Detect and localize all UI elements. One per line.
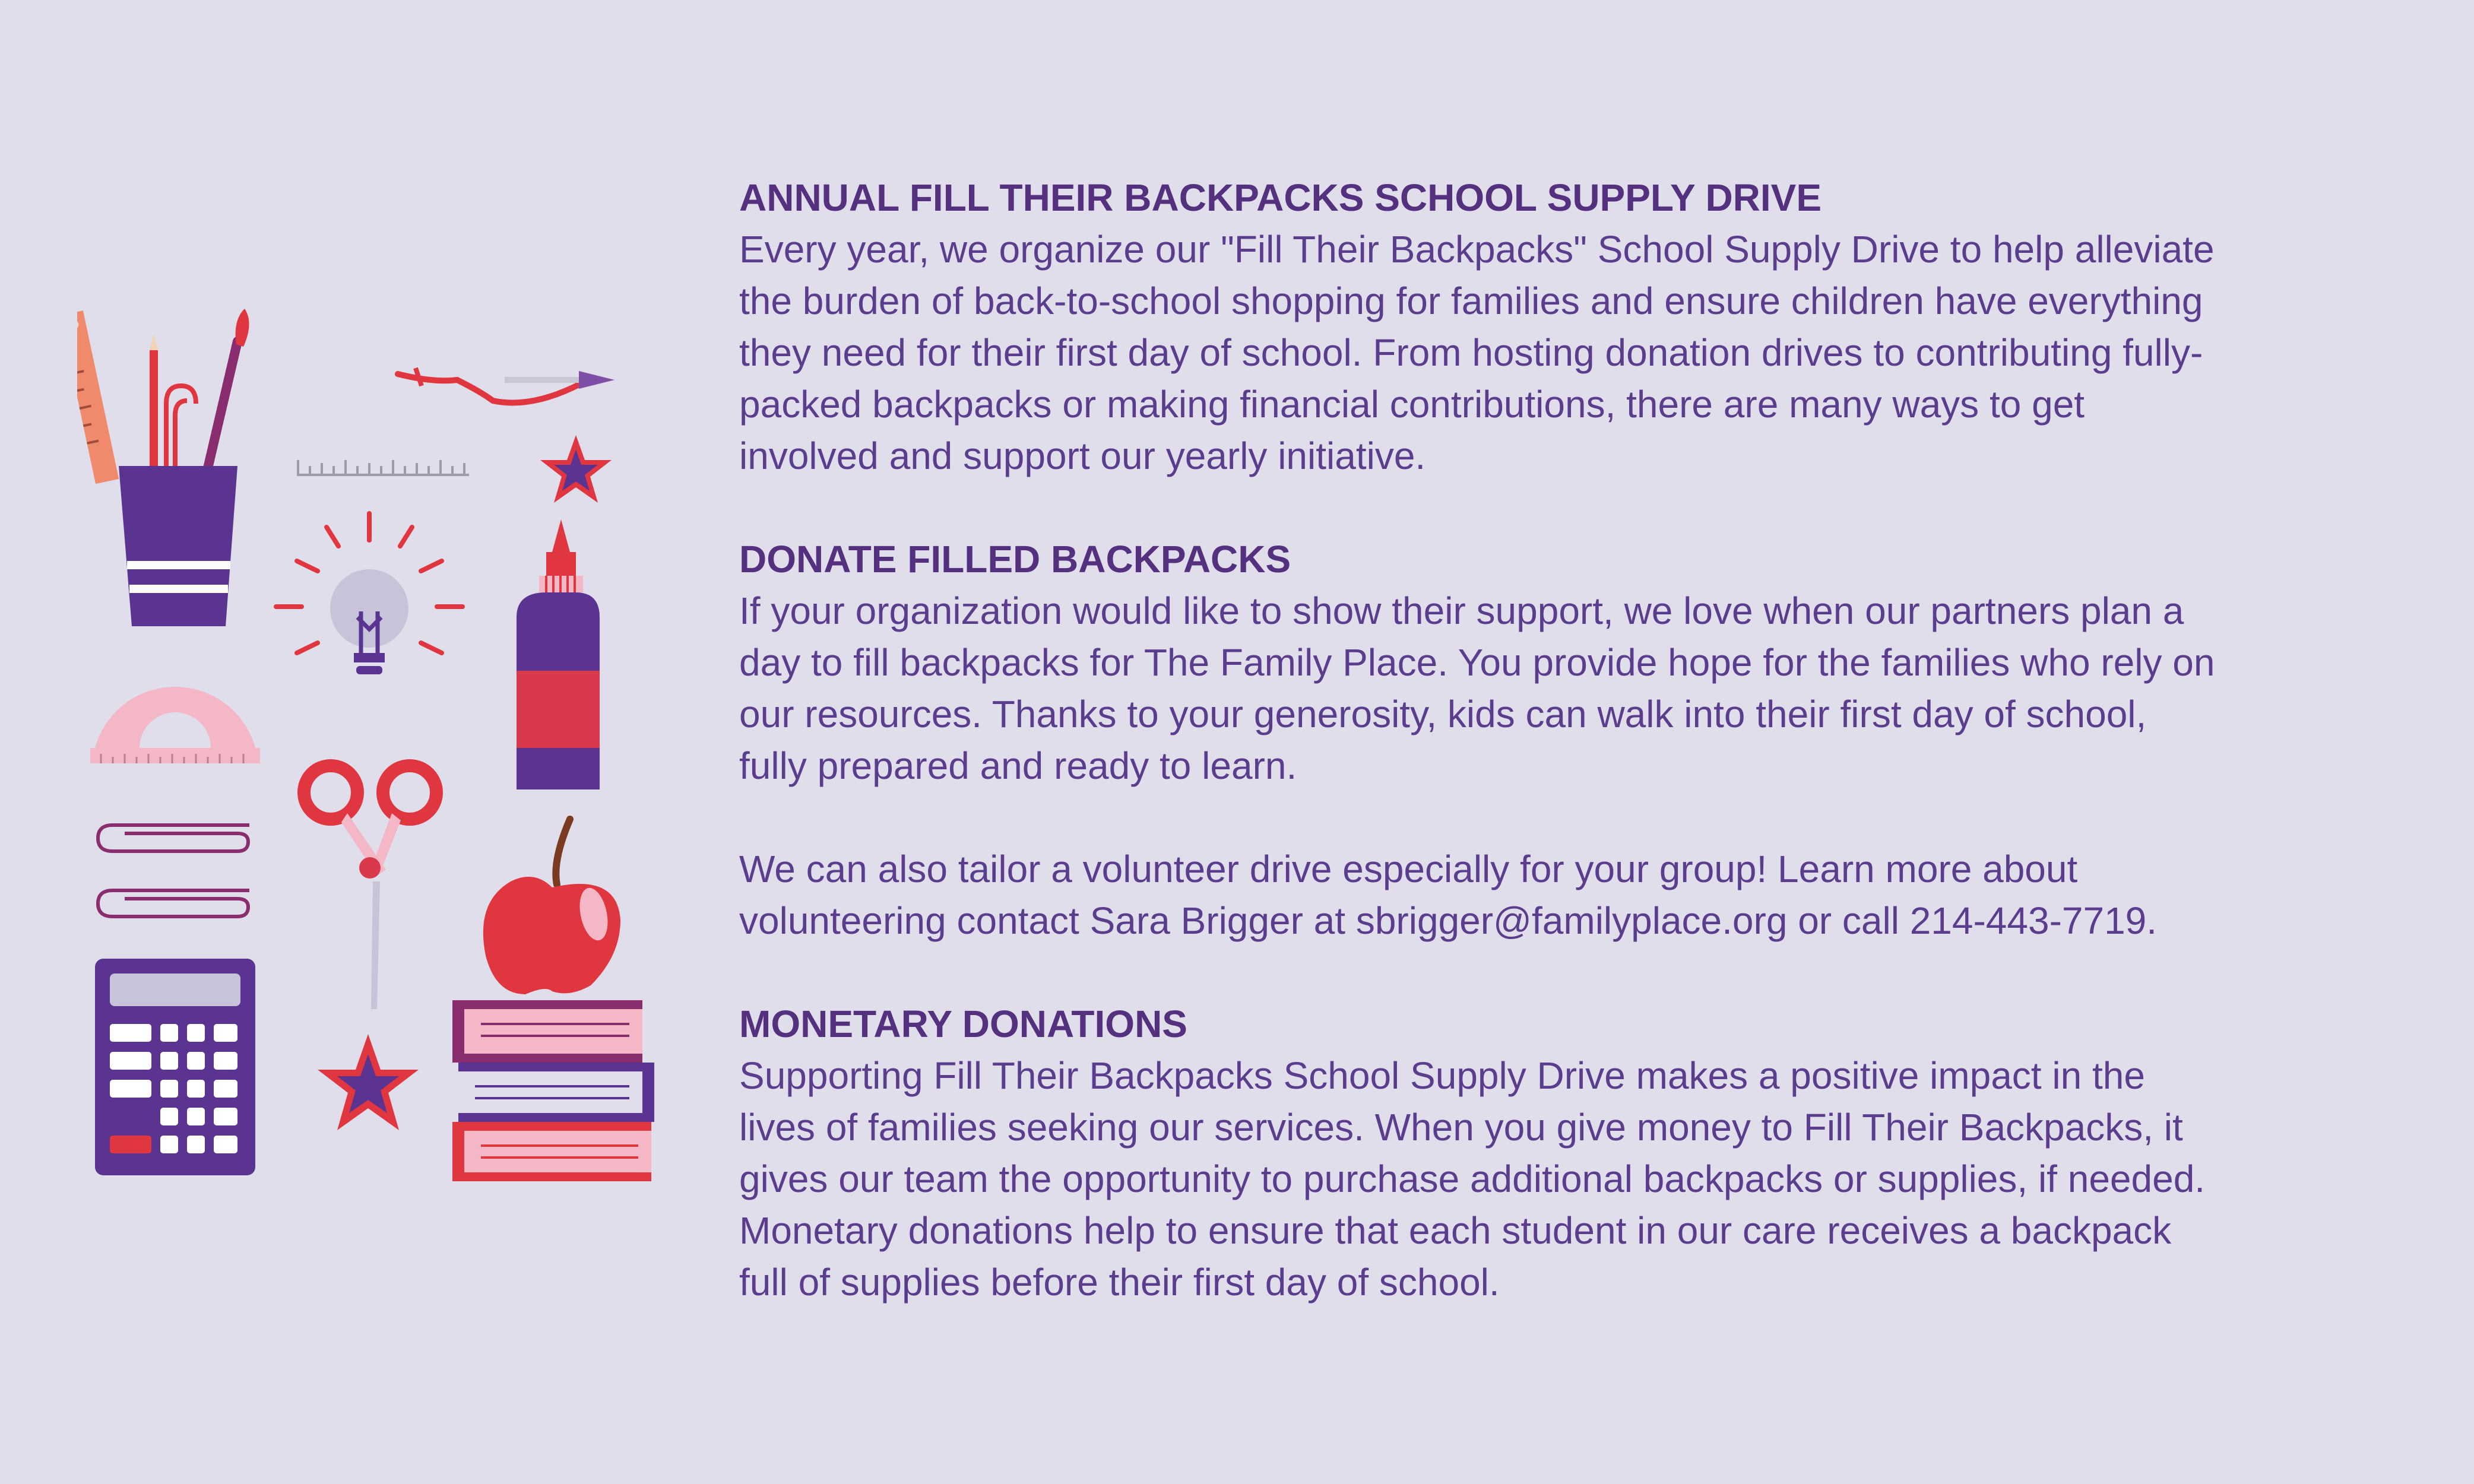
supply-drive-content — [739, 172, 2366, 1308]
body-line: lives of families seeking our services. When you give money to Fill Their Backpacks, it — [739, 1106, 2183, 1149]
protractor-icon — [90, 687, 260, 763]
section-heading: MONETARY DONATIONS — [739, 1003, 1187, 1045]
scissors-icon — [304, 766, 436, 1009]
body-line: our resources. Thanks to your generosity, kids can walk into their first day of school, — [739, 693, 2147, 735]
body-line: gives our team the opportunity to purchase additional backpacks or supplies, if needed. — [739, 1158, 2206, 1200]
section-body — [739, 224, 2366, 482]
spacer — [739, 792, 2366, 844]
body-line: full of supplies before their first day of school. — [739, 1261, 1500, 1304]
star-icon — [540, 435, 612, 503]
glue-bottle-icon — [517, 519, 600, 789]
section-monetary-donations — [739, 998, 2366, 1308]
spacer — [739, 482, 2366, 534]
section-heading: ANNUAL FILL THEIR BACKPACKS SCHOOL SUPPLY DRIVE — [739, 176, 1822, 219]
body-line: they need for their first day of school. From hosting donation drives to contributing fully- — [739, 331, 2203, 374]
section-heading: DONATE FILLED BACKPACKS — [739, 538, 1291, 581]
body-line: packed backpacks or making financial contributions, there are many ways to get — [739, 383, 2085, 426]
body-line: We can also tailor a volunteer drive especially for your group! Learn more about — [739, 848, 2078, 890]
body-line: the burden of back-to-school shopping for families and ensure children have everything — [739, 280, 2203, 322]
body-line: Every year, we organize our "Fill Their Backpacks" School Supply Drive to help alleviate — [739, 228, 2215, 271]
pencil-cup-icon — [77, 309, 249, 626]
section-body — [739, 585, 2366, 792]
body-line: involved and support our yearly initiative. — [739, 435, 1426, 477]
body-line: day to fill backpacks for The Family Place. You provide hope for the families who rely on — [739, 641, 2215, 684]
pen-icon — [398, 368, 614, 402]
paperclip-icon — [98, 825, 249, 917]
body-line: Monetary donations help to ensure that each student in our care receives a backpack — [739, 1209, 2172, 1252]
section-annual-drive — [739, 172, 2366, 482]
apple-icon — [483, 819, 620, 994]
section-body — [739, 1050, 2366, 1308]
star-icon — [318, 1034, 419, 1130]
body-line: If your organization would like to show their support, we love when our partners plan a — [739, 589, 2184, 632]
calculator-icon — [95, 959, 255, 1175]
body-line: fully prepared and ready to learn. — [739, 744, 1297, 787]
volunteer-contact-text — [739, 844, 2366, 947]
body-line: volunteering contact Sara Brigger at sbrigger@familyplace.org or call 214-443-7719. — [739, 899, 2158, 942]
school-supplies-illustration — [77, 297, 689, 1193]
body-line: Supporting Fill Their Backpacks School Supply Drive makes a positive impact in the — [739, 1054, 2145, 1097]
ruler-icon — [297, 460, 469, 475]
books-icon — [452, 1000, 654, 1181]
spacer — [739, 947, 2366, 998]
section-donate-backpacks — [739, 534, 2366, 947]
lightbulb-icon — [276, 513, 463, 674]
